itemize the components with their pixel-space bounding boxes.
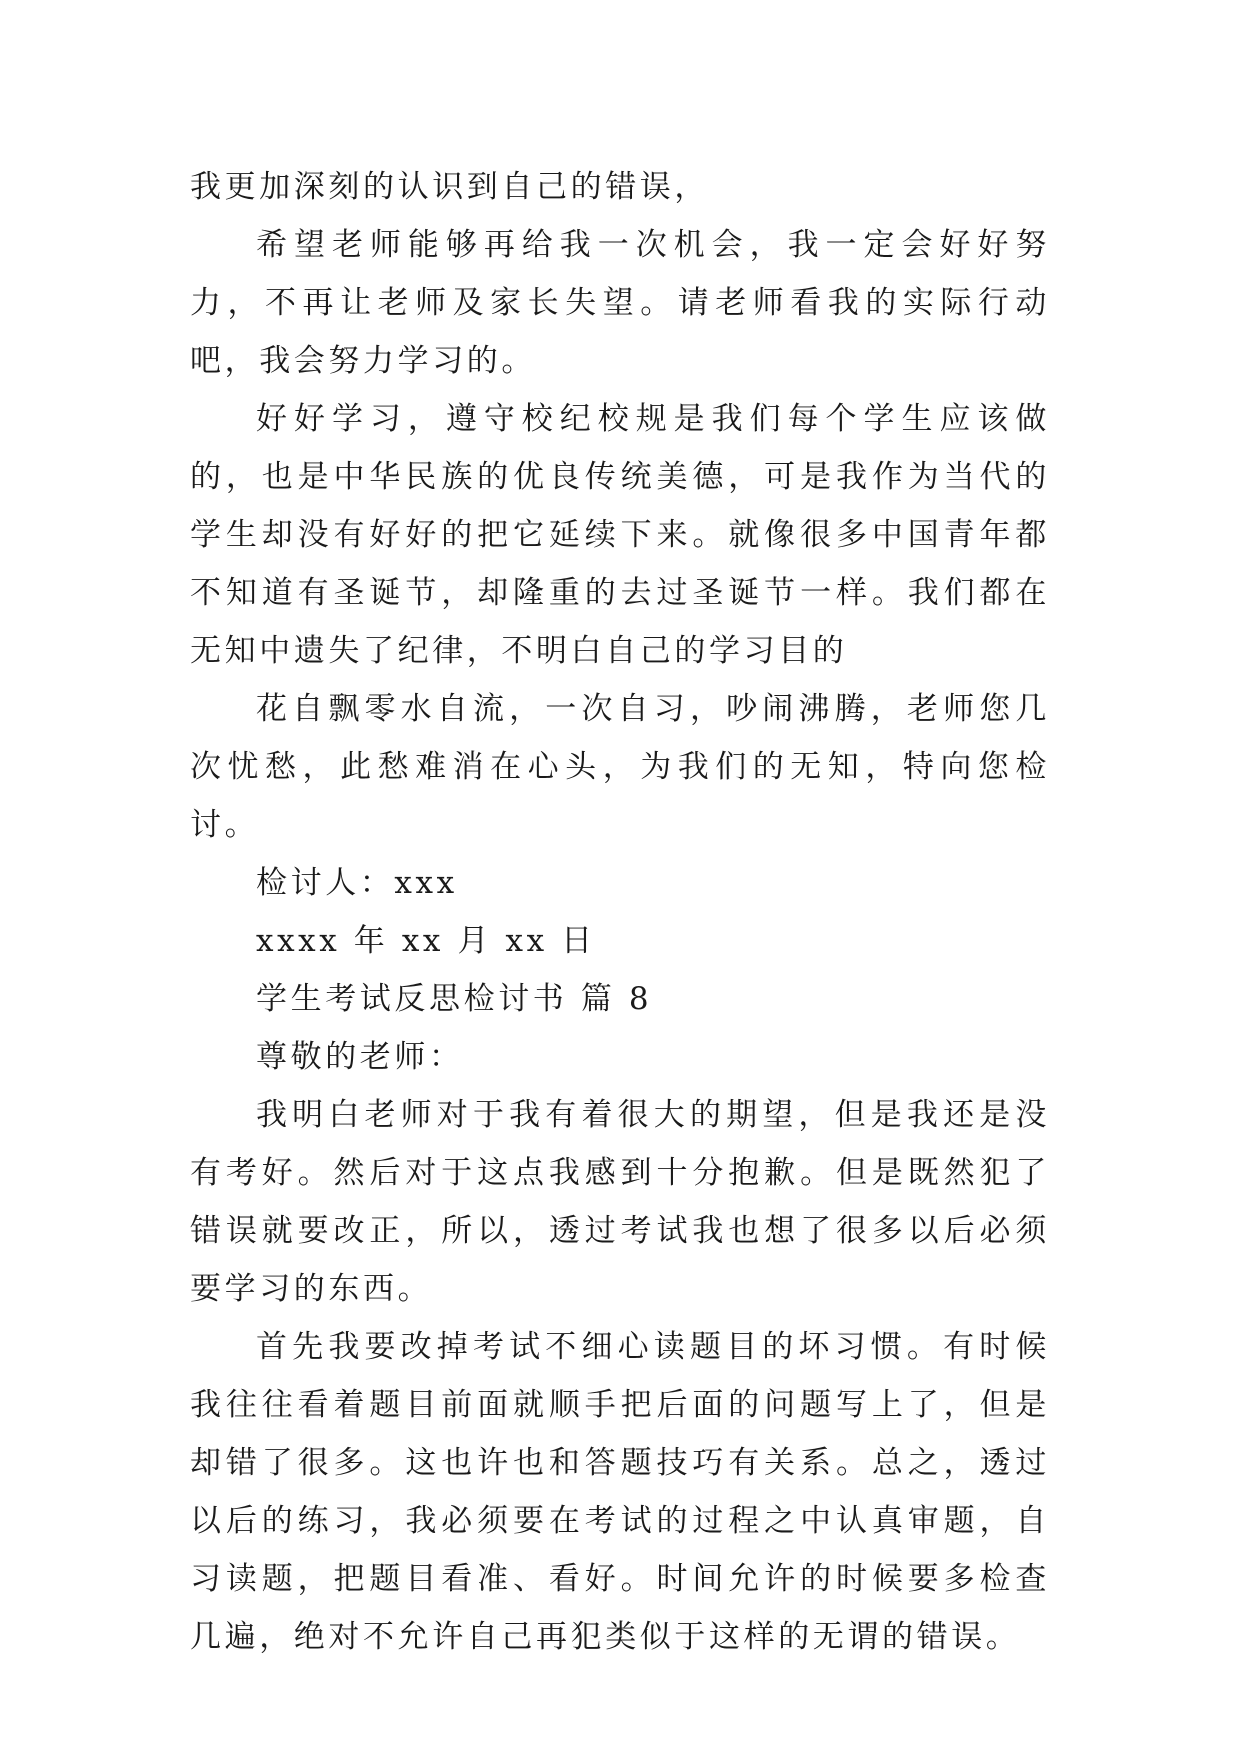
paragraph: 我更加深刻的认识到自己的错误，: [190, 169, 709, 205]
paragraph: 我明白老师对于我有着很大的期望，但是我还是没有考好。然后对于这点我感到十分抱歉。但是既然犯了错误就要改正，所以，透过考试我也想了很多以后必须要学习的东西。: [190, 1097, 1050, 1307]
paragraph: 好好学习，遵守校纪校规是我们每个学生应该做的，也是中华民族的优良传统美德，可是我作为当代的学生却没有好好的把它延续下来。就像很多中国青年都不知道有圣诞节，却隆重的去过圣诞节一样。我们都在无知中遗失了纪律，不明白自己的学习目的: [190, 401, 1050, 669]
document-body: [190, 158, 1050, 1666]
paragraph: 首先我要改掉考试不细心读题目的坏习惯。有时候我往往看着题目前面就顺手把后面的问题写上了，但是却错了很多。这也许也和答题技巧有关系。总之，透过以后的练习，我必须要在考试的过程之中认真审题，自习读题，把题目看准、看好。时间允许的时候要多检查几遍，绝对不允许自己再犯类似于这样的无谓的错误。: [190, 1329, 1050, 1655]
salutation: 尊敬的老师：: [256, 1039, 464, 1075]
date-line: xxxx 年 xx 月 xx 日: [256, 923, 596, 959]
paragraph: 花自飘零水自流，一次自习，吵闹沸腾，老师您几次忧愁，此愁难消在心头，为我们的无知，特向您检讨。: [190, 691, 1050, 843]
paragraph: 希望老师能够再给我一次机会，我一定会好好努力，不再让老师及家长失望。请老师看我的实际行动吧，我会努力学习的。: [190, 227, 1050, 379]
signature-line: 检讨人：xxx: [256, 865, 458, 901]
section-title: 学生考试反思检讨书 篇 8: [256, 981, 653, 1017]
